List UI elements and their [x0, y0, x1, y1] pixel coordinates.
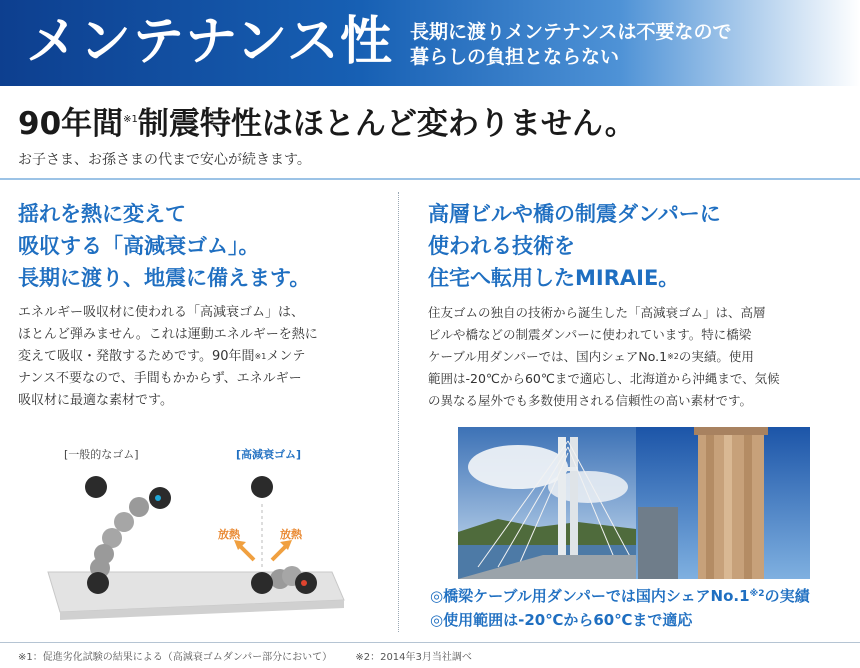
title-banner: [0, 0, 860, 86]
left-heading-line: 揺れを熱に変えて: [18, 202, 186, 226]
right-body-line: 範囲は-20℃から60℃まで適応し、北海道から沖縄まで、気候: [428, 371, 780, 386]
left-body-line: [18, 346, 318, 368]
rubber-ball: [251, 476, 273, 498]
bullet-text: の実績: [764, 587, 810, 605]
headline-part: 制震特性はほとんど変わりません。: [137, 106, 636, 142]
headline-subtitle: お子さま、お孫さまの代まで安心が続きます。: [18, 152, 311, 168]
headline-part: 90年間: [18, 106, 124, 142]
right-body: [428, 302, 780, 412]
bullet-text: ◎使用範囲は-20℃から60℃まで適応: [430, 611, 693, 629]
right-body-line: [428, 346, 780, 368]
left-body-line: エネルギー吸収材に使われる「高減衰ゴム」は、: [18, 305, 305, 320]
footnote-2: ※2：2014年3月当社調べ: [355, 652, 472, 663]
right-body-line: 住友ゴムの独自の技術から誕生した「高減衰ゴム」は、高層: [428, 305, 766, 320]
left-body-text: 変えて吸収・発散するためです。90年間: [18, 349, 255, 364]
bridge-and-tower-photo: [458, 427, 810, 579]
ball-accent: [155, 495, 161, 501]
left-heading: [18, 198, 310, 294]
left-heading-line: 長期に渡り、地震に備えます。: [18, 266, 311, 290]
footer-divider: [0, 642, 860, 643]
footnote-marker: ※1: [123, 114, 138, 125]
banner-subtitle-line: 長期に渡りメンテナンスは不要なので: [410, 21, 732, 43]
right-heading-line: 使われる技術を: [428, 234, 575, 258]
footnote-marker: ※1: [254, 352, 267, 361]
heat-arrow: [240, 546, 254, 560]
right-heading-line: 高層ビルや橋の制震ダンパーに: [428, 202, 721, 226]
right-body-text: の実績。使用: [678, 349, 754, 364]
left-body-line: ナンス不要なので、手間もかからず、エネルギー: [18, 371, 302, 386]
footnote-marker: ※2: [749, 589, 765, 599]
label-general-rubber: [一般的なゴム]: [64, 448, 139, 461]
ball-accent: [301, 580, 307, 586]
banner-subtitle: [410, 20, 731, 70]
right-body-text: ケーブル用ダンパーでは、国内シェアNo.1: [428, 349, 668, 364]
right-body-line: ビルや橋などの制震ダンパーに使われています。特に橋梁: [428, 327, 752, 342]
feature-bullets: [430, 584, 810, 632]
left-body-text: メンテ: [266, 349, 306, 364]
ghost-ball: [114, 512, 134, 532]
heat-label-left: 放熱: [218, 528, 240, 541]
ghost-ball: [129, 497, 149, 517]
section-divider: [0, 178, 860, 180]
label-high-damping-rubber: [高減衰ゴム]: [236, 448, 302, 461]
rubber-comparison-diagram: [40, 440, 360, 625]
right-body-line: の異なる屋外でも多数使用される信頼性の高い素材です。: [428, 393, 753, 408]
bullet-item: [430, 608, 810, 632]
banner-title: メンテナンス性: [26, 12, 393, 72]
footnote-1: ※1：促進劣化試験の結果による（高減衰ゴムダンパー部分において）: [18, 652, 333, 663]
left-body-line: 吸収材に最適な素材です。: [18, 393, 173, 408]
rubber-ball: [251, 572, 273, 594]
bullet-item: [430, 584, 810, 608]
heat-label-right: 放熱: [280, 528, 302, 541]
left-body: [18, 302, 318, 412]
banner-subtitle-line: 暮らしの負担とならない: [410, 46, 620, 68]
left-body-line: ほとんど弾みません。これは運動エネルギーを熱に: [18, 327, 318, 342]
diagram-graphic: [40, 440, 360, 625]
footnotes: [18, 648, 492, 663]
left-heading-line: 吸収する「高減衰ゴム」。: [18, 234, 260, 258]
rubber-ball: [85, 476, 107, 498]
right-heading: [428, 198, 721, 294]
right-heading-line: 住宅へ転用したMIRAIE。: [428, 266, 680, 290]
bullet-text: ◎橋梁ケーブル用ダンパーでは国内シェアNo.1: [430, 587, 750, 605]
photo-graphic: [458, 427, 810, 579]
column-divider: [398, 192, 399, 632]
footnote-marker: ※2: [667, 352, 679, 361]
heat-arrow: [272, 546, 286, 560]
headline: [18, 102, 636, 146]
rubber-ball: [87, 572, 109, 594]
